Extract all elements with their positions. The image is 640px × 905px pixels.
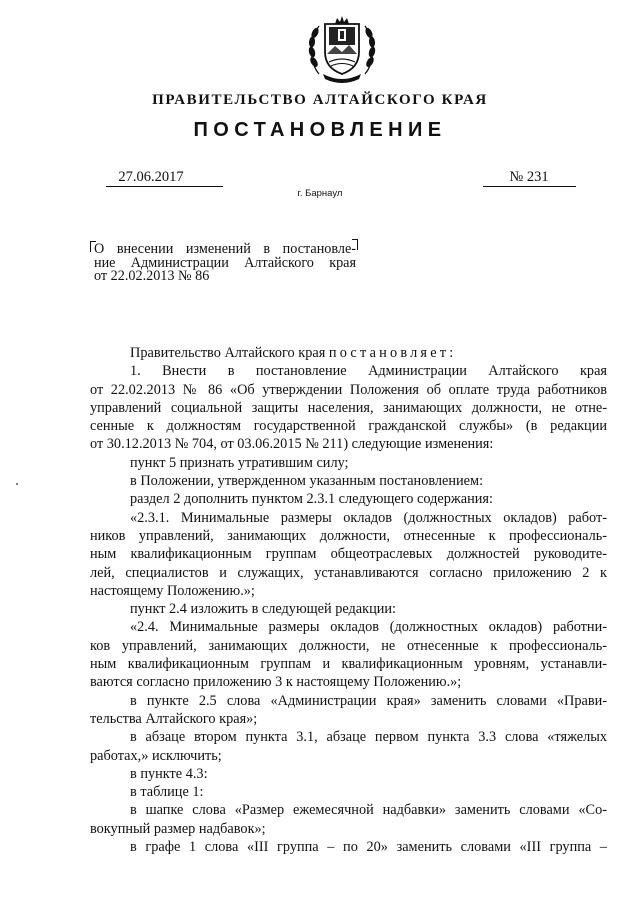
paragraph-line: раздел 2 дополнить пунктом 2.3.1 следующего содержания: [130, 491, 493, 508]
paragraph-line: ным квалификационным группам и квалификационным уровням, устанавли- [90, 656, 607, 673]
document-date: 27.06.2017 [118, 169, 184, 185]
paragraph-line: от 22.02.2013 № 86 «Об утверждении Положения об оплате труда работников [90, 381, 607, 398]
paragraph-line: лей, специалистов и служащих, устанавливаются согласно приложению 2 к [90, 564, 607, 581]
document-number: № 231 [509, 169, 549, 185]
paragraph-line: управлений социальной защиты населения, занимающих должности, не отне- [90, 399, 607, 416]
paragraph-line: пункт 5 признать утратившим силу; [130, 454, 349, 471]
date-underline [106, 186, 223, 187]
city-label: г. Барнаул [297, 188, 343, 199]
scan-speck [16, 483, 18, 485]
number-underline [483, 186, 576, 187]
paragraph-line: ным квалификационным группам общеотраслевых должностей руководите- [90, 546, 607, 563]
paragraph-line: «2.3.1. Минимальные размеры окладов (должностных окладов) работ- [130, 509, 607, 526]
paragraph-line: ников управлений, занимающих должности, отнесенные к профессиональ- [90, 527, 607, 544]
subject-line: ние Администрации Алтайского края [94, 254, 356, 271]
paragraph-line: в шапке слова «Размер ежемесячной надбавки» заменить словами «Со- [130, 802, 607, 819]
document-subject [94, 243, 356, 284]
government-name: ПРАВИТЕЛЬСТВО АЛТАЙСКОГО КРАЯ [152, 92, 488, 108]
paragraph-line: сенные к должностям государственной гражданской службы» (в редакции [90, 418, 607, 435]
paragraph-line: тельства Алтайского края»; [90, 710, 258, 727]
coat-of-arms-icon [305, 12, 379, 86]
document-type: ПОСТАНОВЛЕНИЕ [193, 119, 447, 141]
paragraph-line: пункт 2.4 изложить в следующей редакции: [130, 601, 397, 618]
paragraph-line: от 30.12.2013 № 704, от 03.06.2015 № 211) следующие изменения: [90, 436, 494, 453]
paragraph-line: настоящему Положению.»; [90, 582, 255, 599]
paragraph-line: 1. Внести в постановление Администрации Алтайского края [130, 363, 607, 380]
paragraph-line: в абзаце втором пункта 3.1, абзаце первом пункта 3.3 слова «тяжелых [130, 729, 607, 746]
paragraph-line: «2.4. Минимальные размеры окладов (должностных окладов) работни- [130, 619, 607, 636]
paragraph-line: в Положении, утвержденном указанным постановлением: [130, 473, 484, 490]
paragraph-line: в пункте 4.3: [130, 765, 208, 782]
intro-verb: постановляет: [328, 345, 457, 361]
paragraph-line: ков управлений, занимающих должности, не отнесенные к профессиональ- [90, 637, 607, 654]
intro-text: Правительство Алтайского края [130, 345, 329, 361]
document-body [90, 344, 607, 856]
subject-line: от 22.02.2013 № 86 [94, 268, 210, 284]
paragraph-line: работах,» исключить; [90, 747, 222, 764]
paragraph-line: в графе 1 слова «III группа – по 20» заменить словами «III группа – [130, 839, 607, 856]
paragraph-line: ваются согласно приложению 3 к настоящему Положению.»; [90, 674, 462, 691]
paragraph-line: вокупный размер надбавок»; [90, 820, 266, 837]
subject-line: О внесении изменений в постановле- [94, 241, 356, 257]
intro-line [90, 344, 607, 362]
paragraph-line: в пункте 2.5 слова «Администрации края» заменить словами «Прави- [130, 692, 607, 709]
paragraph-line: в таблице 1: [130, 784, 204, 801]
